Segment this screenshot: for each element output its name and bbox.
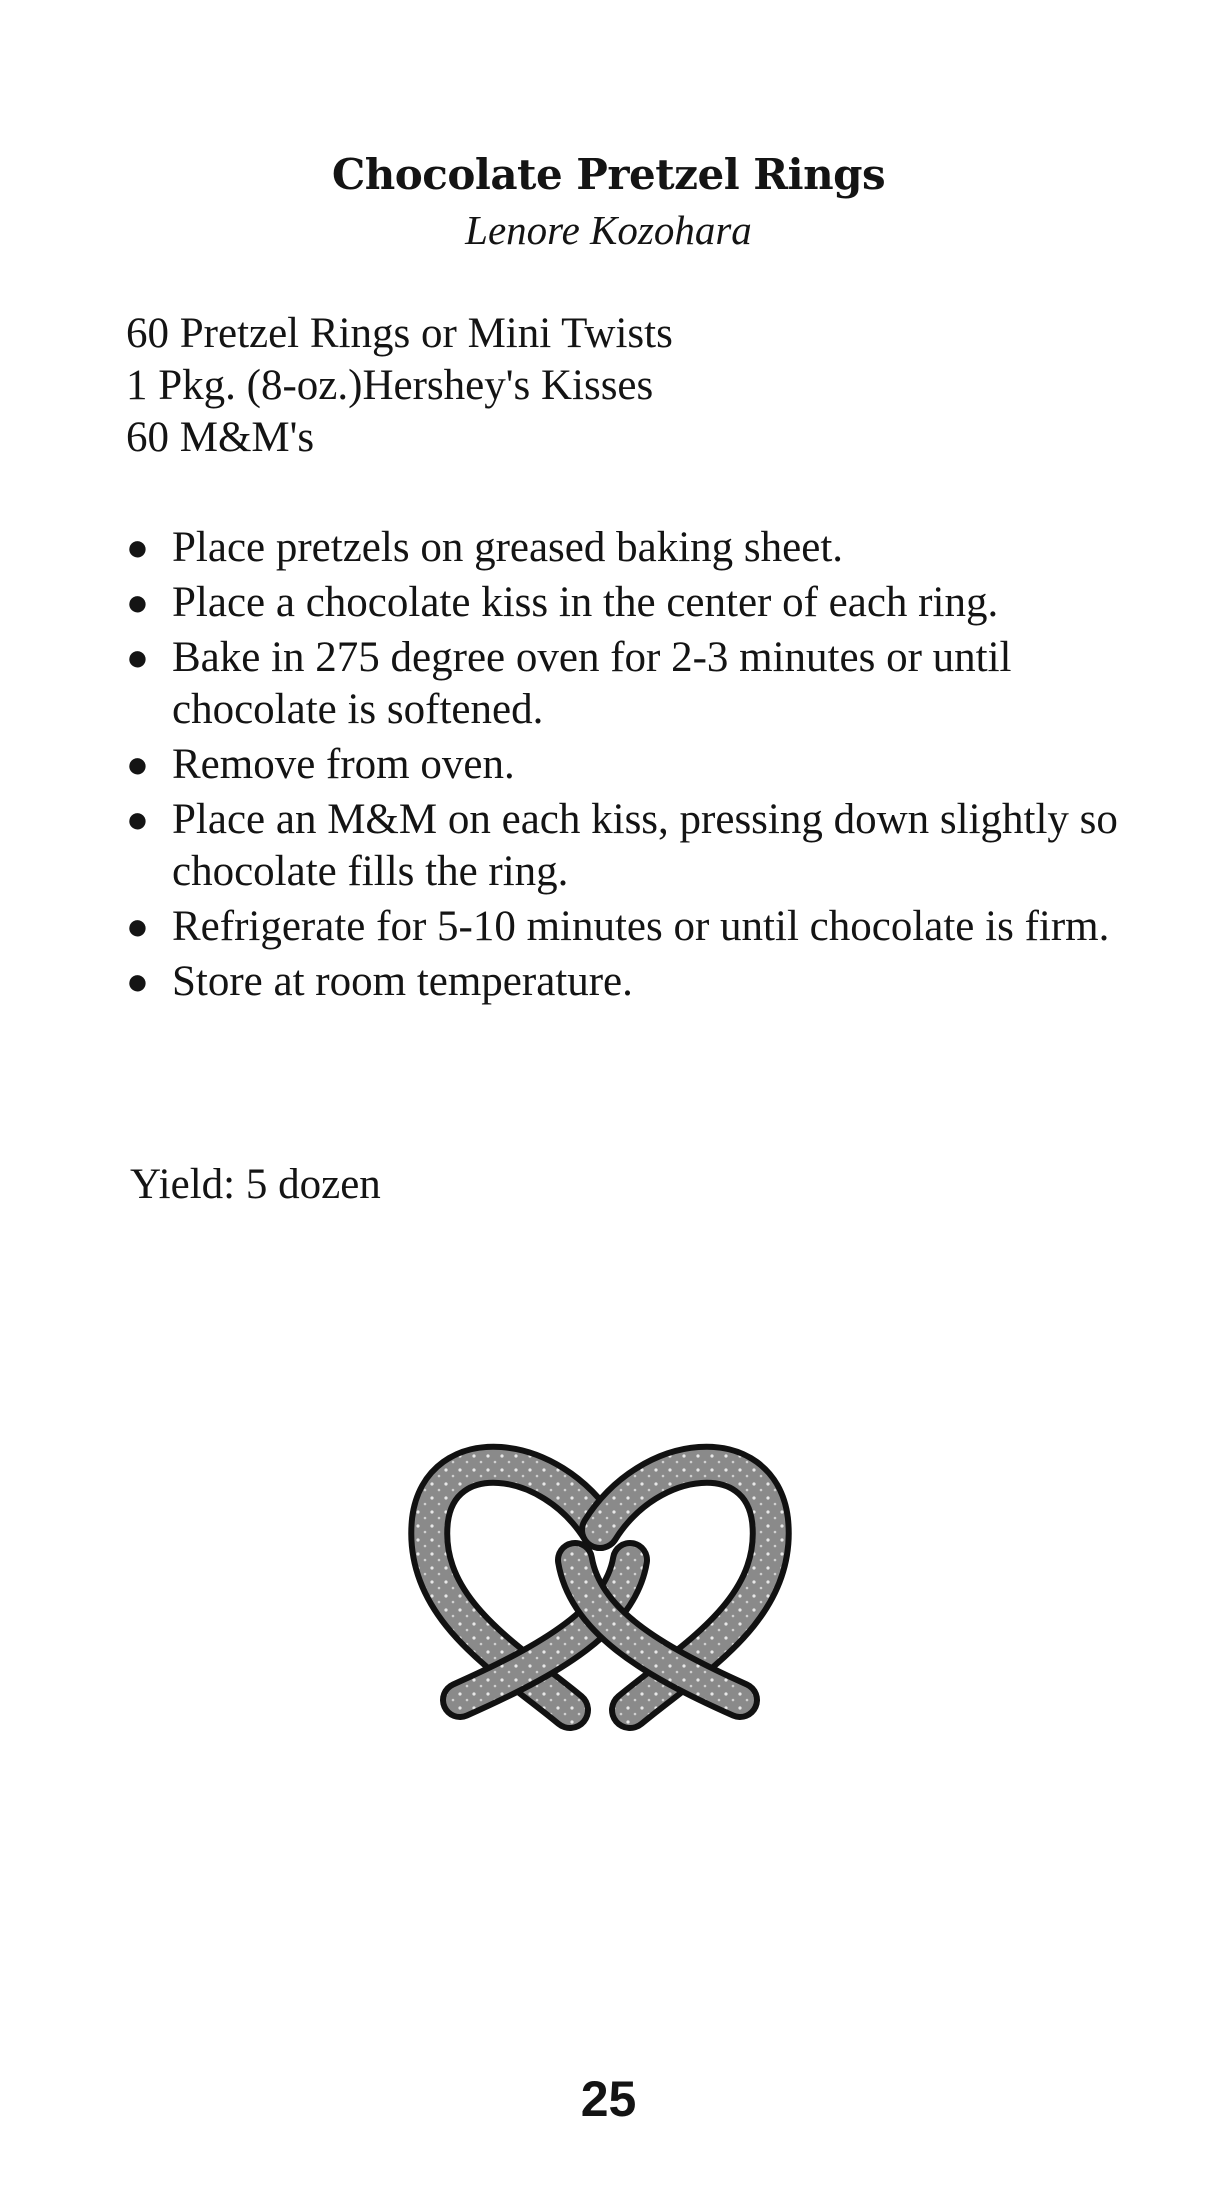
recipe-yield: Yield: 5 dozen — [130, 1161, 381, 1208]
ingredient-item: 60 M&M's — [126, 414, 315, 461]
instruction-list — [126, 522, 1126, 1011]
bullet-icon: ● — [126, 582, 149, 624]
instruction-text: Place pretzels on greased baking sheet. — [172, 524, 844, 571]
instruction-step — [126, 956, 1126, 1008]
bullet-icon: ● — [126, 744, 149, 786]
instruction-step — [126, 577, 1126, 629]
recipe-title: Chocolate Pretzel Rings — [331, 150, 886, 199]
bullet-icon: ● — [126, 637, 149, 679]
pretzel-icon — [400, 1410, 800, 1750]
instruction-step — [126, 794, 1126, 898]
instruction-step — [126, 901, 1126, 953]
instruction-step — [126, 522, 1126, 574]
bullet-icon: ● — [126, 961, 149, 1003]
ingredient-item: 60 Pretzel Rings or Mini Twists — [126, 310, 673, 357]
bullet-icon: ● — [126, 527, 149, 569]
page-number: 25 — [580, 2071, 637, 2127]
instruction-text: Place a chocolate kiss in the center of each ring. — [172, 579, 999, 626]
bullet-icon: ● — [126, 799, 149, 841]
ingredient-item: 1 Pkg. (8-oz.)Hershey's Kisses — [126, 362, 654, 409]
instruction-text: Place an M&M on each kiss, pressing down slightly so chocolate fills the ring. — [172, 796, 1118, 895]
instruction-text: Refrigerate for 5-10 minutes or until chocolate is firm. — [172, 903, 1110, 950]
instruction-text: Store at room temperature. — [172, 958, 633, 1005]
bullet-icon: ● — [126, 906, 149, 948]
instruction-text: Remove from oven. — [172, 741, 515, 788]
ingredient-list — [126, 308, 673, 464]
instruction-step — [126, 739, 1126, 791]
instruction-text: Bake in 275 degree oven for 2-3 minutes or until chocolate is softened. — [172, 634, 1012, 733]
recipe-author: Lenore Kozohara — [465, 207, 752, 253]
instruction-step — [126, 632, 1126, 736]
